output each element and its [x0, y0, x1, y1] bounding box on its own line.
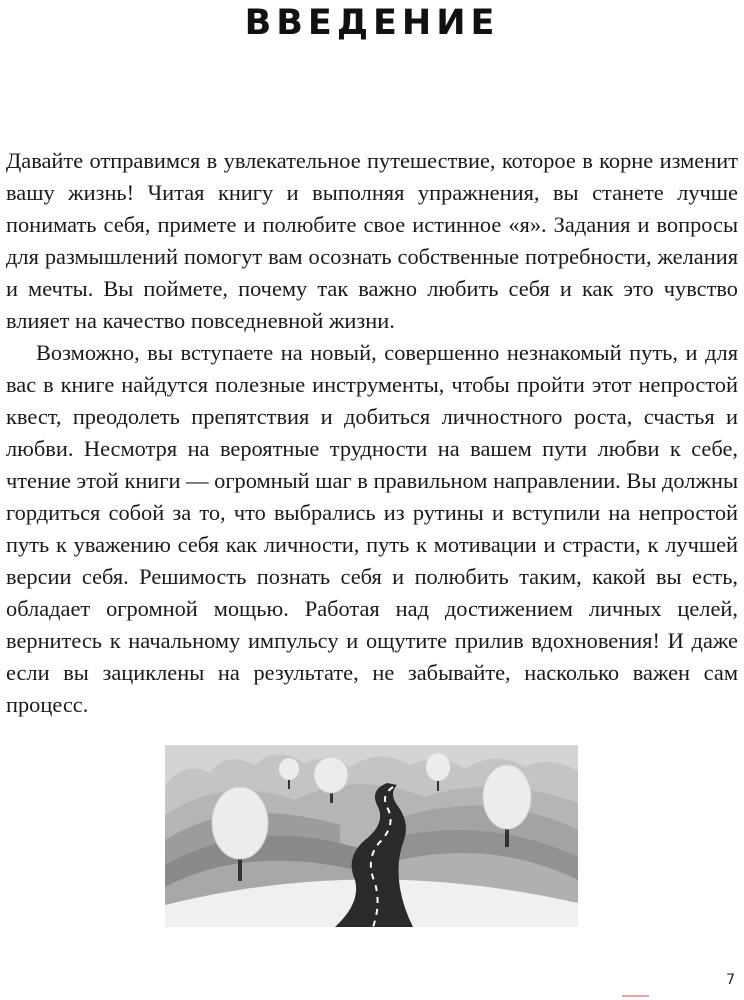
paragraph-2: Возможно, вы вступаете на новый, совершенно незнакомый путь, и для вас в книге найдутся полезные инструменты, чтобы пройти этот непростой квест, преодолеть препятствия и добиться личностного роста, счастья и любви. Несмотря на вероятные трудности на вашем пути любви к себе, чтение этой книги — огромный шаг в правильном направлении. Вы должны гордиться собой за то, что выбрались из рутины и вступили на непростой путь к уважению себя как личности, путь к мотивации и страсти, к лучшей версии себя. Решимость познать себя и полюбить таким, какой вы есть, обладает огромной мощью. Работая над достижением личных целей, вернитесь к начальному импульсу и ощутите прилив вдохновения! И даже если вы зациклены на результате, не забывайте, насколько важен сам процесс. [6, 340, 738, 717]
chapter-heading: ВВЕДЕНИЕ [244, 3, 500, 43]
illustration-svg [165, 745, 578, 927]
paragraph-1: Давайте отправимся в увлекательное путешествие, которое в корне изменит вашу жизнь! Читая книгу и выполняя упражнения, вы станете лучше понимать себя, примете и полюбите свое истинное «я». Задания и вопросы для размышлений помогут вам осознать собственные потребности, желания и мечты. Вы поймете, почему так важно любить себя и как это чувство влияет на качество повседневной жизни. [6, 148, 738, 333]
body-text [6, 145, 738, 721]
road-through-hills-illustration [165, 745, 578, 927]
footer-mark [622, 995, 649, 997]
page-number: 7 [726, 972, 735, 988]
